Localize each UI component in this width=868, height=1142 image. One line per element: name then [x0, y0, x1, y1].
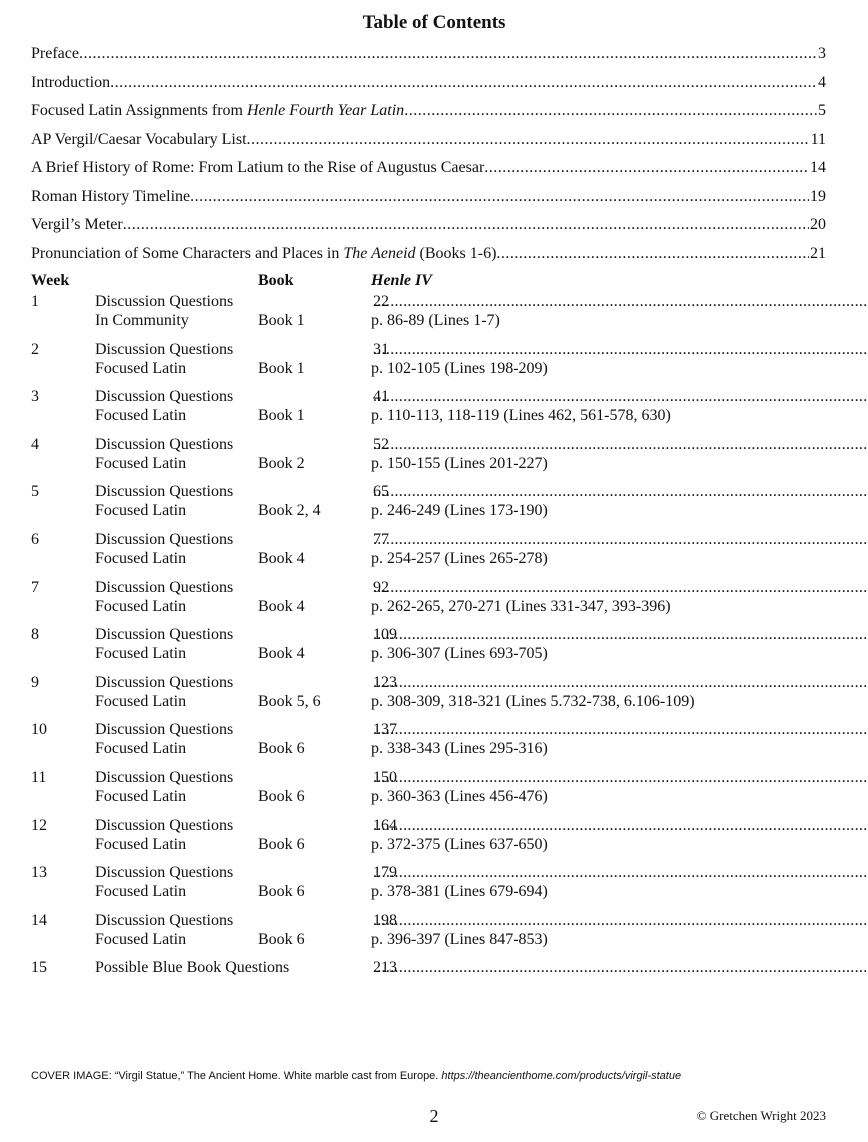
week-number: 4: [31, 435, 39, 453]
week-row: [31, 292, 826, 340]
week-row: [31, 625, 826, 673]
week-page: 109: [373, 626, 397, 644]
week-page: 52: [373, 435, 389, 453]
toc-entry: [31, 154, 826, 183]
copyright: © Gretchen Wright 2023: [696, 1108, 826, 1123]
week-activity: Discussion Questions: [95, 911, 234, 929]
toc-entry-page: 3: [818, 45, 826, 62]
week-number: 9: [31, 673, 39, 691]
dot-leader: [496, 240, 809, 268]
cover-image-credit: [31, 1070, 681, 1082]
week-number: 8: [31, 626, 39, 644]
dot-leader: [373, 673, 868, 692]
dot-leader: [484, 154, 809, 182]
toc-entry: [31, 126, 826, 155]
toc-entry: [31, 211, 826, 240]
dot-leader: [373, 816, 868, 835]
week-henle-reading: p. 308-309, 318-321 (Lines 5.732-738, 6.106-109): [371, 692, 695, 710]
toc-entry-title: [31, 154, 484, 182]
week-page: 164: [373, 816, 397, 834]
week-activity: Possible Blue Book Questions: [95, 959, 290, 977]
week-henle-reading: p. 360-363 (Lines 456-476): [371, 787, 548, 805]
week-row: [31, 578, 826, 626]
toc-entry-title: [31, 183, 190, 211]
week-number: 1: [31, 293, 39, 310]
dot-leader: [247, 126, 810, 154]
henle-header: Henle IV: [371, 272, 432, 289]
week-henle-reading: p. 150-155 (Lines 201-227): [371, 454, 548, 472]
toc-entry-page: 21: [810, 244, 826, 262]
week-number: 13: [31, 864, 47, 882]
week-row: [31, 958, 826, 1006]
week-book: Book 4: [258, 549, 305, 567]
week-page: 31: [373, 340, 389, 358]
week-row: [31, 530, 826, 578]
dot-leader: [373, 578, 868, 597]
week-activity: Discussion Questions: [95, 673, 234, 691]
week-number: 15: [31, 959, 47, 977]
week-book: Book 4: [258, 645, 305, 663]
toc-entry-title: [31, 126, 247, 154]
week-page: 179: [373, 864, 397, 882]
week-activity: Discussion Questions: [95, 293, 234, 310]
dot-leader: [373, 863, 868, 882]
toc-entry-page: 4: [818, 73, 826, 91]
dot-leader: [373, 768, 868, 787]
week-row: [31, 720, 826, 768]
week-activity: Discussion Questions: [95, 578, 234, 596]
toc-entry-title-part: A Brief History of Rome: From Latium to the Rise of Augustus Caesar: [31, 159, 485, 176]
week-number: 11: [31, 768, 47, 786]
week-henle-reading: p. 86-89 (Lines 1-7): [371, 312, 500, 329]
week-activity: Discussion Questions: [95, 483, 234, 501]
dot-leader: [373, 292, 868, 311]
week-activity-secondary: Focused Latin: [95, 454, 187, 472]
week-book: Book 6: [258, 835, 305, 853]
week-activity: Discussion Questions: [95, 626, 234, 644]
week-activity: Discussion Questions: [95, 768, 234, 786]
toc-entry-title: [31, 211, 123, 239]
dot-leader: [110, 69, 817, 97]
cover-credit-url: https://theancienthome.com/products/virgil-statue: [441, 1070, 682, 1082]
week-activity: Discussion Questions: [95, 340, 234, 358]
toc-entry-title-part: Preface: [31, 45, 79, 62]
toc-entry-title: [31, 40, 79, 68]
week-activity-secondary: Focused Latin: [95, 407, 187, 425]
dot-leader: [373, 340, 868, 359]
week-number: 2: [31, 340, 39, 358]
week-number: 7: [31, 578, 39, 596]
week-number: 5: [31, 483, 39, 501]
week-row: [31, 768, 826, 816]
week-row: [31, 435, 826, 483]
week-activity: Discussion Questions: [95, 388, 234, 406]
cover-credit-text: COVER IMAGE: “Virgil Statue,” The Ancient Home. White marble cast from Europe.: [31, 1070, 442, 1082]
week-page: 77: [373, 530, 389, 548]
week-book: Book 5, 6: [258, 692, 321, 710]
dot-leader: [373, 958, 868, 977]
week-page: 65: [373, 483, 389, 501]
toc-entry-title-part: Introduction: [31, 73, 111, 91]
dot-leader: [190, 183, 809, 211]
week-activity-secondary: Focused Latin: [95, 549, 187, 567]
week-activity-secondary: Focused Latin: [95, 692, 187, 710]
dot-leader: [373, 482, 868, 501]
toc-entry-title: [31, 240, 496, 268]
toc-entry-title-part: Roman History Timeline: [31, 187, 191, 205]
week-activity-secondary: In Community: [95, 312, 189, 329]
toc-entry-title-part: Vergil’s Meter: [31, 216, 123, 233]
week-header: Week: [31, 272, 70, 289]
dot-leader: [123, 211, 809, 239]
week-henle-reading: p. 102-105 (Lines 198-209): [371, 359, 548, 377]
toc-entry-title: [31, 69, 110, 97]
toc-entry-title-part: (Books 1-6): [415, 244, 497, 262]
dot-leader: [404, 97, 817, 125]
week-page: 150: [373, 768, 397, 786]
toc-entry-title-part: AP Vergil/Caesar Vocabulary List: [31, 130, 247, 148]
page-number: 2: [429, 1106, 439, 1126]
dot-leader: [79, 40, 817, 68]
toc-entry-page: 11: [810, 130, 826, 148]
book-header: Book: [258, 272, 294, 289]
week-henle-reading: p. 254-257 (Lines 265-278): [371, 549, 548, 567]
week-activity-secondary: Focused Latin: [95, 645, 187, 663]
week-book: Book 2: [258, 454, 305, 472]
toc-entry-page: 5: [818, 102, 826, 119]
toc-entry-page: 20: [810, 216, 826, 233]
week-number: 12: [31, 816, 47, 834]
dot-leader: [373, 911, 868, 930]
week-activity-secondary: Focused Latin: [95, 597, 187, 615]
dot-leader: [373, 625, 868, 644]
week-book: Book 6: [258, 740, 305, 758]
week-henle-reading: p. 246-249 (Lines 173-190): [371, 502, 548, 520]
week-henle-reading: p. 396-397 (Lines 847-853): [371, 930, 548, 948]
week-row: [31, 816, 826, 864]
toc-entry-title-part: Focused Latin Assignments from: [31, 102, 247, 119]
week-row: [31, 911, 826, 959]
week-activity-secondary: Focused Latin: [95, 502, 187, 520]
week-page: 213: [373, 959, 397, 977]
week-row: [31, 482, 826, 530]
toc-entry: [31, 40, 826, 69]
week-number: 14: [31, 911, 47, 929]
week-page: 137: [373, 721, 397, 739]
toc-entry-title: [31, 97, 404, 125]
week-row: [31, 863, 826, 911]
week-page: 22: [373, 293, 389, 310]
week-henle-reading: p. 338-343 (Lines 295-316): [371, 740, 548, 758]
week-number: 6: [31, 530, 39, 548]
toc-entry: [31, 183, 826, 212]
week-book: Book 6: [258, 883, 305, 901]
week-activity: Discussion Questions: [95, 816, 234, 834]
week-number: 3: [31, 388, 39, 406]
week-page: 41: [373, 388, 389, 406]
week-book: Book 1: [258, 407, 305, 425]
week-henle-reading: p. 378-381 (Lines 679-694): [371, 883, 548, 901]
week-book: Book 1: [258, 312, 305, 329]
week-activity-secondary: Focused Latin: [95, 930, 187, 948]
week-henle-reading: p. 306-307 (Lines 693-705): [371, 645, 548, 663]
toc-entry-page: 14: [810, 159, 826, 176]
week-row: [31, 340, 826, 388]
toc-entry: [31, 240, 826, 269]
week-henle-reading: p. 262-265, 270-271 (Lines 331-347, 393-396): [371, 597, 671, 615]
week-book: Book 2, 4: [258, 502, 321, 520]
week-row: [31, 673, 826, 721]
weekly-schedule: [31, 270, 826, 1006]
week-book: Book 6: [258, 930, 305, 948]
week-henle-reading: p. 372-375 (Lines 637-650): [371, 835, 548, 853]
week-book: Book 6: [258, 787, 305, 805]
week-activity: Discussion Questions: [95, 721, 234, 739]
week-activity-secondary: Focused Latin: [95, 835, 187, 853]
week-activity: Discussion Questions: [95, 864, 234, 882]
dot-leader: [373, 720, 868, 739]
week-number: 10: [31, 721, 47, 739]
week-activity-secondary: Focused Latin: [95, 787, 187, 805]
toc-entry: [31, 69, 826, 98]
week-page: 92: [373, 578, 389, 596]
week-table-header: [31, 270, 826, 292]
week-activity: Discussion Questions: [95, 435, 234, 453]
toc-entry-page: 19: [810, 187, 826, 205]
dot-leader: [373, 435, 868, 454]
week-activity-secondary: Focused Latin: [95, 740, 187, 758]
page-title: Table of Contents: [362, 12, 506, 33]
week-activity: Discussion Questions: [95, 530, 234, 548]
dot-leader: [373, 387, 868, 406]
week-henle-reading: p. 110-113, 118-119 (Lines 462, 561-578, 630): [371, 407, 671, 425]
week-book: Book 4: [258, 597, 305, 615]
week-activity-secondary: Focused Latin: [95, 883, 187, 901]
week-page: 198: [373, 911, 397, 929]
week-row: [31, 387, 826, 435]
dot-leader: [373, 530, 868, 549]
week-book: Book 1: [258, 359, 305, 377]
toc-entry-title-part: The Aeneid: [343, 244, 416, 262]
week-activity-secondary: Focused Latin: [95, 359, 187, 377]
toc-entry-title-part: Pronunciation of Some Characters and Places in: [31, 244, 344, 262]
toc-entry: [31, 97, 826, 126]
toc-entry-title-part: Henle Fourth Year Latin: [246, 102, 405, 119]
week-page: 123: [373, 673, 397, 691]
toc-list: [31, 40, 826, 268]
